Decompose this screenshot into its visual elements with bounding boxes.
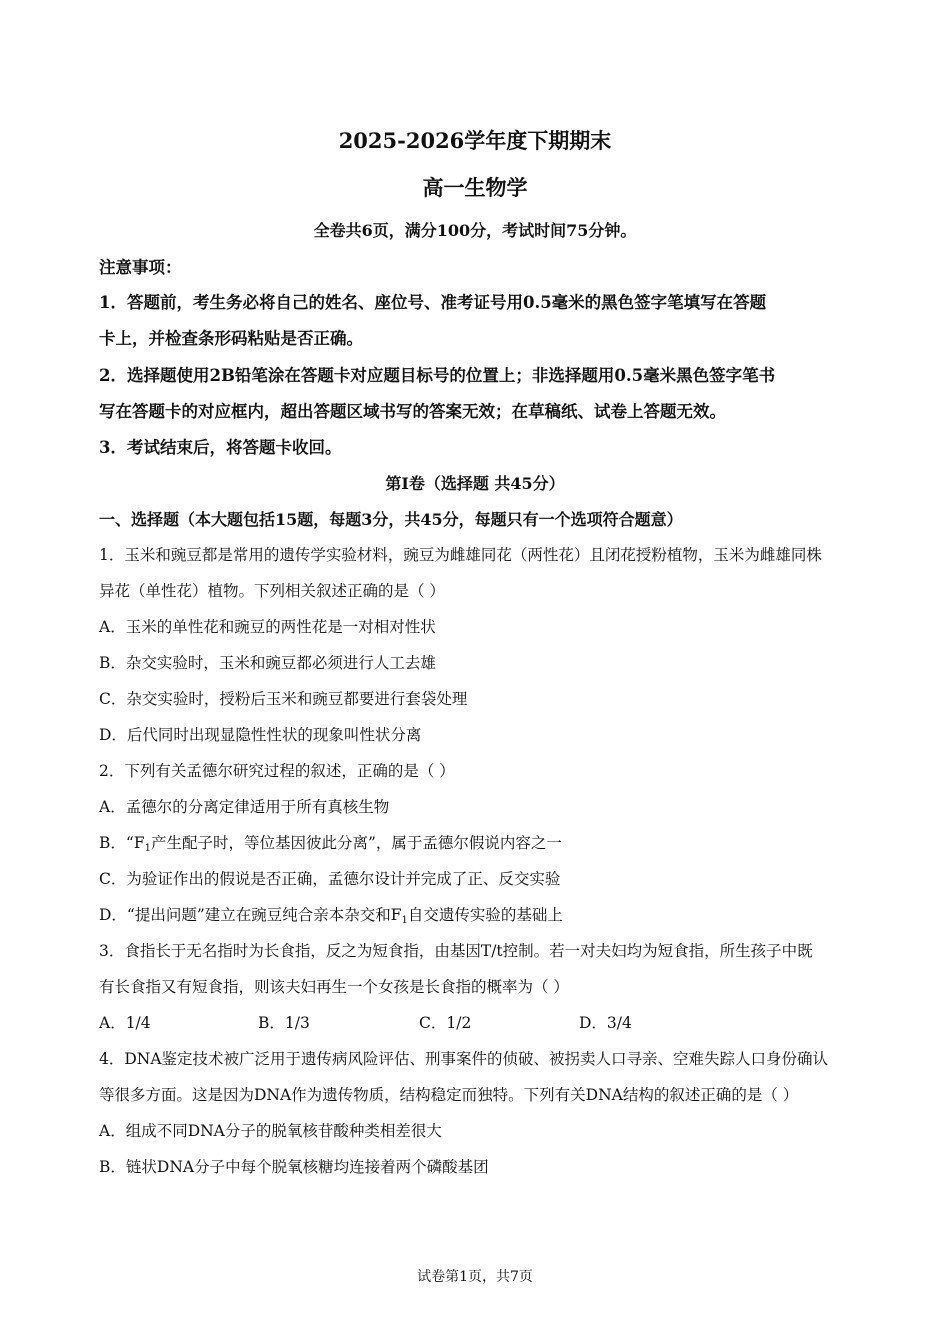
volume-heading: 第Ⅰ卷（选择题 共45分） bbox=[385, 474, 565, 493]
q2-option-b-suffix: 产生配子时，等位基因彼此分离”，属于孟德尔假说内容之一 bbox=[150, 834, 562, 852]
exam-info: 全卷共6页，满分100分，考试时间75分钟。 bbox=[313, 221, 637, 240]
notice-line-5: 3．考试结束后，将答题卡收回。 bbox=[99, 438, 342, 457]
q4-stem-line-2: 等很多方面。这是因为DNA作为遗传物质，结构稳定而独特。下列有关DNA结构的叙述正确的是（ ） bbox=[99, 1086, 799, 1104]
subject-title: 高一生物学 bbox=[422, 175, 528, 200]
q4-option-a: A．组成不同DNA分子的脱氧核苷酸种类相差很大 bbox=[99, 1122, 442, 1140]
q2-option-d-prefix: D．“提出问题”建立在豌豆纯合亲本杂交和F bbox=[99, 906, 402, 924]
notice-line-1: 1．答题前，考生务必将自己的姓名、座位号、准考证号用0.5毫米的黑色签字笔填写在答题 bbox=[99, 293, 767, 312]
q2-option-b bbox=[99, 833, 562, 853]
q4-option-b: B．链状DNA分子中每个脱氧核糖均连接着两个磷酸基团 bbox=[99, 1158, 489, 1176]
notice-line-2: 卡上，并检查条形码粘贴是否正确。 bbox=[99, 329, 363, 348]
notice-heading: 注意事项： bbox=[99, 258, 182, 277]
q3-option-d: D．3/4 bbox=[579, 1014, 632, 1032]
q2-option-c: C．为验证作出的假说是否正确，孟德尔设计并完成了正、反交实验 bbox=[99, 870, 561, 888]
part-heading: 一、选择题（本大题包括15题，每题3分，共45分，每题只有一个选项符合题意） bbox=[99, 510, 683, 529]
q2-option-d bbox=[99, 905, 563, 925]
page-footer: 试卷第1页，共7页 bbox=[417, 1269, 533, 1285]
q3-stem-line-2: 有长食指又有短食指，则该夫妇再生一个女孩是长食指的概率为（ ） bbox=[99, 978, 569, 996]
q1-stem-line-2: 异花（单性花）植物。下列相关叙述正确的是（ ） bbox=[99, 582, 445, 600]
q3-stem-line-1: 3．食指长于无名指时为长食指，反之为短食指，由基因T/t控制。若一对夫妇均为短食指，所生孩子中既 bbox=[99, 942, 813, 960]
q2-option-a: A．孟德尔的分离定律适用于所有真核生物 bbox=[99, 798, 390, 816]
q1-option-d: D．后代同时出现显隐性性状的现象叫性状分离 bbox=[99, 726, 422, 744]
q1-option-b: B．杂交实验时，玉米和豌豆都必须进行人工去雄 bbox=[99, 654, 436, 672]
exam-title: 2025-2026学年度下期期末 bbox=[338, 128, 612, 153]
q2-option-b-subscript: 1 bbox=[144, 843, 151, 854]
notice-line-4: 写在答题卡的对应框内，超出答题区域书写的答案无效；在草稿纸、试卷上答题无效。 bbox=[99, 402, 726, 421]
q4-stem-line-1: 4．DNA鉴定技术被广泛用于遗传病风险评估、刑事案件的侦破、被拐卖人口寻亲、空难失踪人口身份确认 bbox=[99, 1050, 829, 1068]
q3-option-a: A．1/4 bbox=[99, 1014, 151, 1032]
q2-option-b-prefix: B．“F bbox=[99, 834, 145, 852]
q1-option-c: C．杂交实验时，授粉后玉米和豌豆都要进行套袋处理 bbox=[99, 690, 468, 708]
q1-option-a: A．玉米的单性花和豌豆的两性花是一对相对性状 bbox=[99, 618, 436, 636]
q2-option-d-subscript: 1 bbox=[401, 915, 408, 926]
q3-option-c: C．1/2 bbox=[419, 1014, 472, 1032]
notice-line-3: 2．选择题使用2B铅笔涂在答题卡对应题目标号的位置上；非选择题用0.5毫米黑色签字笔书 bbox=[99, 366, 776, 385]
q2-option-d-suffix: 自交遗传实验的基础上 bbox=[407, 906, 563, 924]
q3-option-b: B．1/3 bbox=[258, 1014, 310, 1032]
q1-stem-line-1: 1．玉米和豌豆都是常用的遗传学实验材料，豌豆为雌雄同花（两性花）且闭花授粉植物，玉米为雌雄同株 bbox=[99, 546, 822, 564]
q2-stem: 2．下列有关孟德尔研究过程的叙述，正确的是（ ） bbox=[99, 762, 455, 780]
